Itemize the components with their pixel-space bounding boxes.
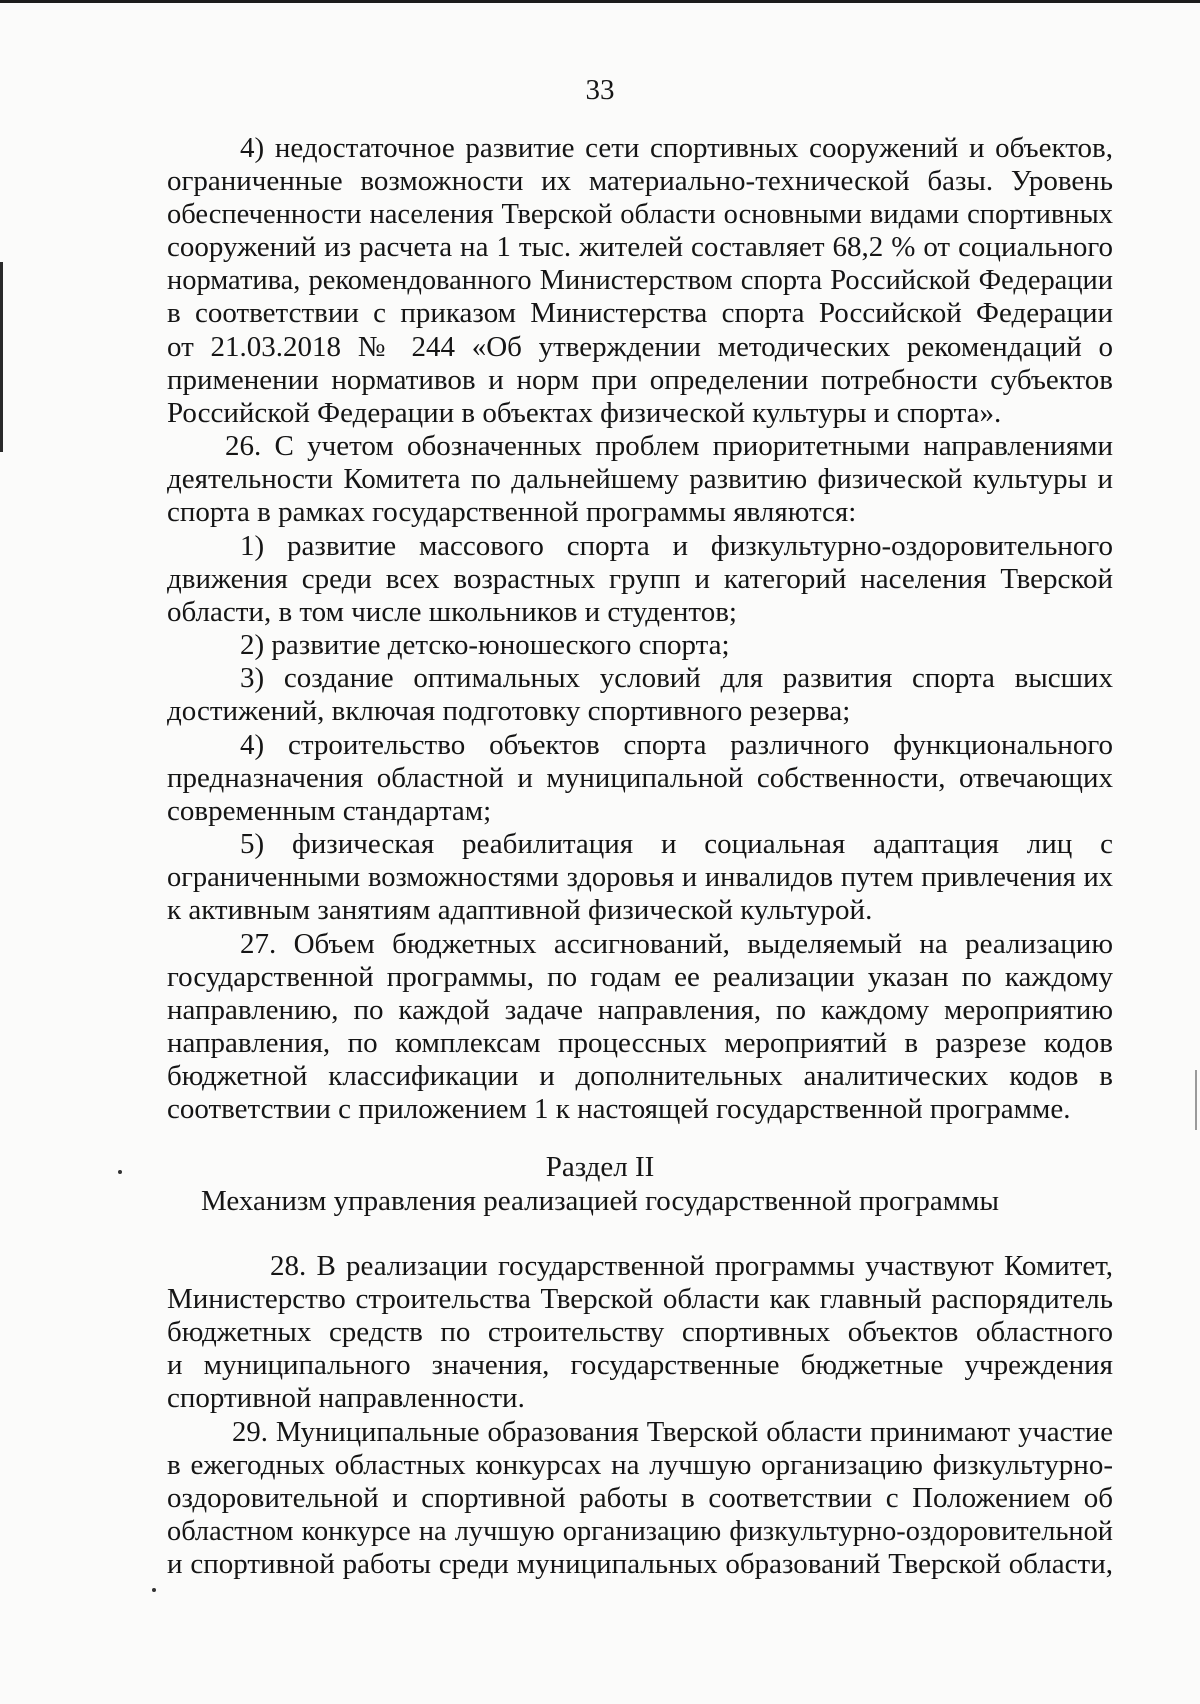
text-line: спортивной направленности. xyxy=(167,1382,525,1414)
text-line: движения среди всех возрастных групп и категорий населения Тверской xyxy=(167,563,1113,595)
text-line: деятельности Комитета по дальнейшему развитию физической культуры и xyxy=(167,463,1113,495)
text-line: 29. Муниципальные образования Тверской области принимают участие xyxy=(232,1416,1113,1448)
text-line: бюджетной классификации и дополнительных аналитических кодов в xyxy=(167,1060,1113,1092)
text-line: современным стандартам; xyxy=(167,795,492,827)
text-line: направлению, по каждой задаче направления, по каждому мероприятию xyxy=(167,994,1113,1026)
text-line: области, в том числе школьников и студентов; xyxy=(167,596,737,628)
text-line: 1) развитие массового спорта и физкультурно-оздоровительного xyxy=(240,530,1113,562)
text-line: сооружений из расчета на 1 тыс. жителей составляет 68,2 % от социального xyxy=(167,231,1113,263)
scan-speck xyxy=(152,1588,156,1592)
text-line: спорта в рамках государственной программы являются: xyxy=(167,496,857,528)
section-title: Механизм управления реализацией государственной программы xyxy=(201,1185,999,1217)
text-line: и муниципального значения, государственные бюджетные учреждения xyxy=(167,1349,1113,1381)
scan-top-edge xyxy=(0,0,1200,3)
text-line: и спортивной работы среди муниципальных образований Тверской области, xyxy=(167,1548,1113,1580)
text-line: 26. С учетом обозначенных проблем приоритетными направлениями xyxy=(225,430,1113,462)
text-line: Министерство строительства Тверской области как главный распорядитель xyxy=(167,1283,1113,1315)
text-line: в ежегодных областных конкурсах на лучшую организацию физкультурно- xyxy=(167,1449,1113,1481)
section-heading: Раздел II xyxy=(545,1151,655,1183)
text-line: оздоровительной и спортивной работы в соответствии с Положением об xyxy=(167,1482,1113,1514)
text-line: соответствии с приложением 1 к настоящей государственной программе. xyxy=(167,1093,1071,1125)
text-line: ограниченными возможностями здоровья и инвалидов путем привлечения их xyxy=(167,862,1113,893)
text-line: к активным занятиям адаптивной физической культурой. xyxy=(167,894,873,926)
text-line: ограниченные возможности их материально-технической базы. Уровень xyxy=(167,165,1113,197)
text-line: бюджетных средств по строительству спортивных объектов областного xyxy=(167,1316,1113,1348)
text-line: предназначения областной и муниципальной собственности, отвечающих xyxy=(167,762,1113,794)
text-line: областном конкурсе на лучшую организацию физкультурно-оздоровительной xyxy=(167,1516,1113,1547)
text-line: 4) строительство объектов спорта различного функционального xyxy=(240,729,1113,761)
text-line: норматива, рекомендованного Министерством спорта Российской Федерации xyxy=(167,265,1113,296)
page-number: 33 xyxy=(585,74,615,106)
scan-right-margin-mark xyxy=(1195,1070,1197,1130)
text-line: направления, по комплексам процессных мероприятий в разрезе кодов xyxy=(167,1027,1113,1059)
text-line: от 21.03.2018 № 244 «Об утверждении методических рекомендаций о xyxy=(167,331,1113,363)
text-line: 3) создание оптимальных условий для развития спорта высших xyxy=(240,662,1113,694)
text-line: 28. В реализации государственной программы участвуют Комитет, xyxy=(270,1250,1113,1282)
text-line: государственной программы, по годам ее реализации указан по каждому xyxy=(167,961,1113,993)
text-line: 27. Объем бюджетных ассигнований, выделяемый на реализацию xyxy=(240,928,1113,960)
text-line: в соответствии с приказом Министерства спорта Российской Федерации xyxy=(167,297,1113,329)
text-line: 5) физическая реабилитация и социальная адаптация лиц с xyxy=(240,828,1113,860)
text-line: достижений, включая подготовку спортивного резерва; xyxy=(167,695,851,727)
scan-left-margin-mark xyxy=(0,262,3,452)
text-line: 4) недостаточное развитие сети спортивных сооружений и объектов, xyxy=(240,132,1113,164)
text-line: обеспеченности населения Тверской области основными видами спортивных xyxy=(167,199,1113,230)
text-line: 2) развитие детско-юношеского спорта; xyxy=(240,629,730,661)
text-line: применении нормативов и норм при определении потребности субъектов xyxy=(167,364,1113,396)
text-line: Российской Федерации в объектах физической культуры и спорта». xyxy=(167,397,1002,429)
